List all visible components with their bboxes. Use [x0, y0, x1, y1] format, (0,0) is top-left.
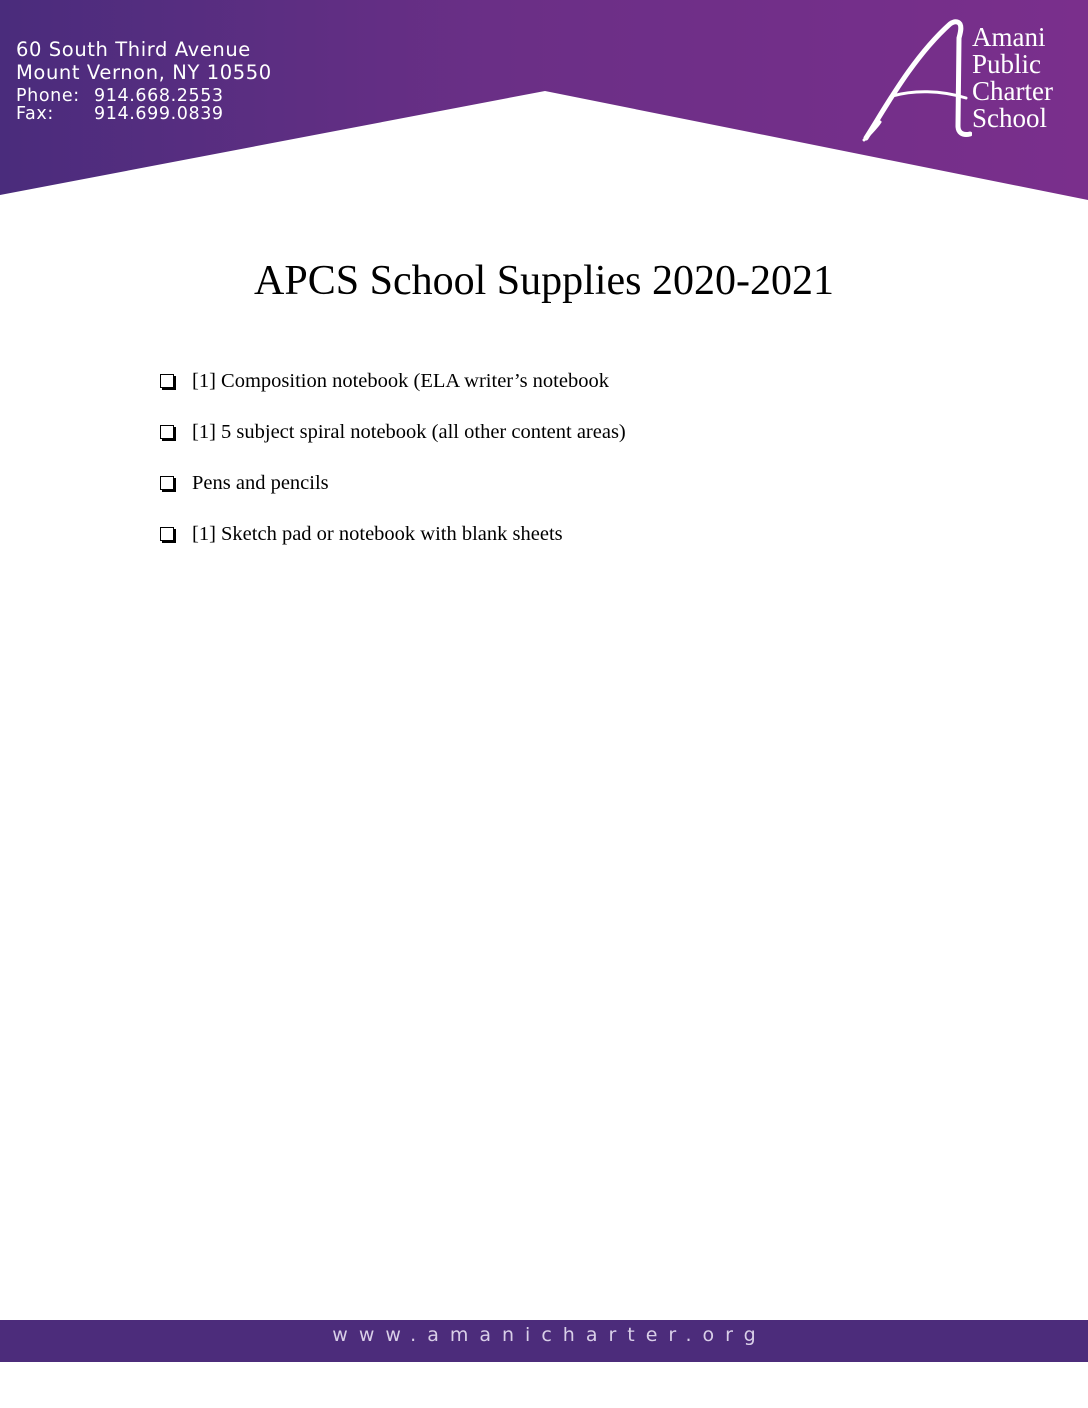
supply-item	[160, 519, 626, 549]
logo-word-amani: Amani	[972, 22, 1046, 52]
supply-item	[160, 417, 626, 447]
supply-item	[160, 366, 626, 396]
logo-word-school: School	[972, 103, 1048, 133]
footer-website: www.amanicharter.org	[332, 1324, 767, 1346]
supply-item-text: [1] Composition notebook (ELA writer’s notebook	[192, 369, 609, 392]
fax-label: Fax:	[16, 104, 54, 124]
logo-letter-a-icon	[862, 18, 972, 144]
logo-word-public: Public	[972, 49, 1042, 79]
supply-item-text: [1] Sketch pad or notebook with blank sheets	[192, 522, 563, 545]
phone-number: 914.668.2553	[94, 86, 224, 106]
checkbox-icon	[160, 425, 174, 439]
supply-item-text: Pens and pencils	[192, 471, 329, 494]
phone-row	[16, 87, 272, 105]
address-city: Mount Vernon, NY 10550	[16, 61, 272, 84]
address-street: 60 South Third Avenue	[16, 38, 251, 61]
school-logo	[862, 18, 1068, 144]
logo-wordmark	[972, 24, 1053, 132]
supplies-list	[160, 366, 626, 570]
supply-item-text: [1] 5 subject spiral notebook (all other content areas)	[192, 420, 626, 443]
supply-item	[160, 468, 626, 498]
logo-word-charter: Charter	[972, 76, 1053, 106]
checkbox-icon	[160, 476, 174, 490]
fax-row	[16, 105, 272, 123]
page-title: APCS School Supplies 2020-2021	[254, 258, 834, 304]
phone-label: Phone:	[16, 86, 80, 106]
school-address	[16, 38, 272, 123]
fax-number: 914.699.0839	[94, 104, 224, 124]
checkbox-icon	[160, 527, 174, 541]
checkbox-icon	[160, 374, 174, 388]
